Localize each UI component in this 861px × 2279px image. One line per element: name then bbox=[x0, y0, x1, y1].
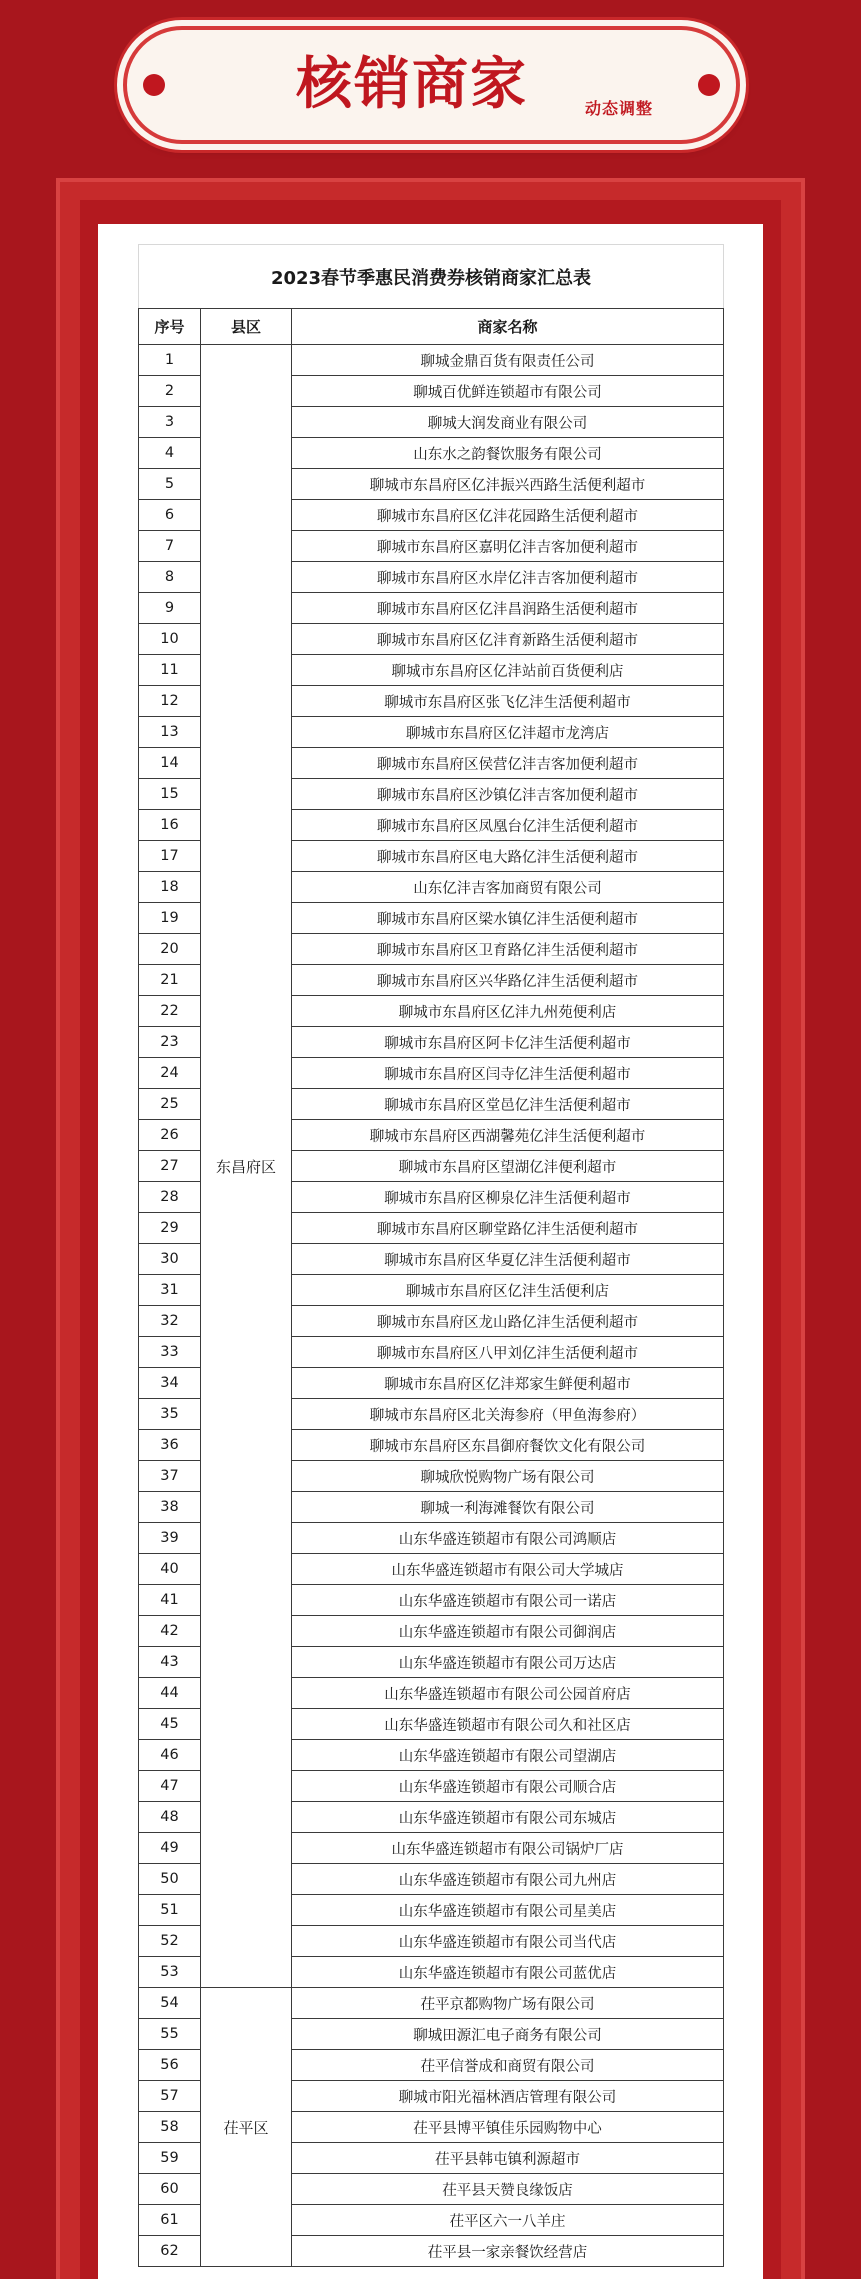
row-seq: 58 bbox=[139, 2112, 201, 2143]
row-merchant-name: 茌平区六一八羊庄 bbox=[292, 2205, 724, 2236]
row-seq: 9 bbox=[139, 593, 201, 624]
row-merchant-name: 聊城市东昌府区嘉明亿沣吉客加便利超市 bbox=[292, 531, 724, 562]
row-merchant-name: 聊城市东昌府区卫育路亿沣生活便利超市 bbox=[292, 934, 724, 965]
row-seq: 62 bbox=[139, 2236, 201, 2267]
row-merchant-name: 聊城市东昌府区梁水镇亿沣生活便利超市 bbox=[292, 903, 724, 934]
row-seq: 26 bbox=[139, 1120, 201, 1151]
row-seq: 18 bbox=[139, 872, 201, 903]
row-merchant-name: 聊城市东昌府区亿沣育新路生活便利超市 bbox=[292, 624, 724, 655]
row-seq: 57 bbox=[139, 2081, 201, 2112]
row-merchant-name: 聊城市东昌府区水岸亿沣吉客加便利超市 bbox=[292, 562, 724, 593]
header-name: 商家名称 bbox=[292, 309, 724, 345]
row-merchant-name: 山东华盛连锁超市有限公司当代店 bbox=[292, 1926, 724, 1957]
row-seq: 32 bbox=[139, 1306, 201, 1337]
row-merchant-name: 聊城金鼎百货有限责任公司 bbox=[292, 345, 724, 376]
merchant-table bbox=[138, 244, 724, 2267]
row-seq: 39 bbox=[139, 1523, 201, 1554]
row-merchant-name: 聊城欣悦购物广场有限公司 bbox=[292, 1461, 724, 1492]
row-seq: 10 bbox=[139, 624, 201, 655]
row-merchant-name: 山东华盛连锁超市有限公司一诺店 bbox=[292, 1585, 724, 1616]
row-merchant-name: 聊城市东昌府区侯营亿沣吉客加便利超市 bbox=[292, 748, 724, 779]
row-seq: 27 bbox=[139, 1151, 201, 1182]
row-merchant-name: 山东华盛连锁超市有限公司万达店 bbox=[292, 1647, 724, 1678]
row-merchant-name: 聊城市东昌府区阿卡亿沣生活便利超市 bbox=[292, 1027, 724, 1058]
row-merchant-name: 聊城一利海滩餐饮有限公司 bbox=[292, 1492, 724, 1523]
row-seq: 61 bbox=[139, 2205, 201, 2236]
row-merchant-name: 聊城百优鲜连锁超市有限公司 bbox=[292, 376, 724, 407]
row-merchant-name: 聊城市东昌府区亿沣站前百货便利店 bbox=[292, 655, 724, 686]
row-seq: 34 bbox=[139, 1368, 201, 1399]
row-seq: 28 bbox=[139, 1182, 201, 1213]
row-seq: 22 bbox=[139, 996, 201, 1027]
row-merchant-name: 茌平县博平镇佳乐园购物中心 bbox=[292, 2112, 724, 2143]
row-merchant-name: 茌平县天赞良缘饭店 bbox=[292, 2174, 724, 2205]
row-merchant-name: 山东华盛连锁超市有限公司鸿顺店 bbox=[292, 1523, 724, 1554]
row-seq: 2 bbox=[139, 376, 201, 407]
row-seq: 45 bbox=[139, 1709, 201, 1740]
row-merchant-name: 聊城市东昌府区亿沣超市龙湾店 bbox=[292, 717, 724, 748]
row-seq: 59 bbox=[139, 2143, 201, 2174]
row-merchant-name: 聊城市东昌府区八甲刘亿沣生活便利超市 bbox=[292, 1337, 724, 1368]
row-seq: 56 bbox=[139, 2050, 201, 2081]
row-seq: 12 bbox=[139, 686, 201, 717]
row-seq: 47 bbox=[139, 1771, 201, 1802]
row-seq: 46 bbox=[139, 1740, 201, 1771]
row-seq: 25 bbox=[139, 1089, 201, 1120]
row-seq: 6 bbox=[139, 500, 201, 531]
row-seq: 24 bbox=[139, 1058, 201, 1089]
row-merchant-name: 聊城市东昌府区亿沣花园路生活便利超市 bbox=[292, 500, 724, 531]
banner-title: 核销商家 bbox=[296, 52, 528, 117]
row-merchant-name: 聊城市东昌府区亿沣昌润路生活便利超市 bbox=[292, 593, 724, 624]
row-merchant-name: 山东华盛连锁超市有限公司望湖店 bbox=[292, 1740, 724, 1771]
row-merchant-name: 山东华盛连锁超市有限公司锅炉厂店 bbox=[292, 1833, 724, 1864]
row-seq: 41 bbox=[139, 1585, 201, 1616]
row-seq: 23 bbox=[139, 1027, 201, 1058]
row-seq: 53 bbox=[139, 1957, 201, 1988]
row-merchant-name: 聊城市东昌府区亿沣九州苑便利店 bbox=[292, 996, 724, 1027]
row-merchant-name: 茌平县韩屯镇利源超市 bbox=[292, 2143, 724, 2174]
table-body bbox=[139, 345, 724, 2267]
row-seq: 43 bbox=[139, 1647, 201, 1678]
row-seq: 21 bbox=[139, 965, 201, 996]
row-merchant-name: 聊城市东昌府区西湖馨苑亿沣生活便利超市 bbox=[292, 1120, 724, 1151]
table-row bbox=[139, 1988, 724, 2019]
row-merchant-name: 茌平京都购物广场有限公司 bbox=[292, 1988, 724, 2019]
row-seq: 7 bbox=[139, 531, 201, 562]
row-merchant-name: 山东华盛连锁超市有限公司东城店 bbox=[292, 1802, 724, 1833]
row-seq: 19 bbox=[139, 903, 201, 934]
row-district: 东昌府区 bbox=[201, 345, 292, 1988]
row-merchant-name: 聊城市东昌府区兴华路亿沣生活便利超市 bbox=[292, 965, 724, 996]
header-banner bbox=[123, 26, 740, 144]
row-merchant-name: 聊城市东昌府区凤凰台亿沣生活便利超市 bbox=[292, 810, 724, 841]
banner-dot-left-icon bbox=[143, 74, 165, 96]
row-seq: 4 bbox=[139, 438, 201, 469]
row-merchant-name: 聊城田源汇电子商务有限公司 bbox=[292, 2019, 724, 2050]
row-merchant-name: 聊城市东昌府区望湖亿沣便利超市 bbox=[292, 1151, 724, 1182]
row-merchant-name: 山东华盛连锁超市有限公司御润店 bbox=[292, 1616, 724, 1647]
row-merchant-name: 聊城大润发商业有限公司 bbox=[292, 407, 724, 438]
row-seq: 1 bbox=[139, 345, 201, 376]
row-seq: 33 bbox=[139, 1337, 201, 1368]
table-title: 2023春节季惠民消费券核销商家汇总表 bbox=[139, 245, 724, 309]
row-district: 茌平区 bbox=[201, 1988, 292, 2267]
row-seq: 38 bbox=[139, 1492, 201, 1523]
row-merchant-name: 山东水之韵餐饮服务有限公司 bbox=[292, 438, 724, 469]
row-seq: 60 bbox=[139, 2174, 201, 2205]
row-merchant-name: 山东华盛连锁超市有限公司公园首府店 bbox=[292, 1678, 724, 1709]
row-seq: 30 bbox=[139, 1244, 201, 1275]
row-seq: 44 bbox=[139, 1678, 201, 1709]
row-seq: 36 bbox=[139, 1430, 201, 1461]
row-seq: 37 bbox=[139, 1461, 201, 1492]
row-seq: 50 bbox=[139, 1864, 201, 1895]
row-seq: 55 bbox=[139, 2019, 201, 2050]
row-seq: 14 bbox=[139, 748, 201, 779]
row-merchant-name: 聊城市东昌府区沙镇亿沣吉客加便利超市 bbox=[292, 779, 724, 810]
row-seq: 29 bbox=[139, 1213, 201, 1244]
header-seq: 序号 bbox=[139, 309, 201, 345]
row-merchant-name: 聊城市东昌府区东昌御府餐饮文化有限公司 bbox=[292, 1430, 724, 1461]
row-merchant-name: 山东华盛连锁超市有限公司大学城店 bbox=[292, 1554, 724, 1585]
row-seq: 20 bbox=[139, 934, 201, 965]
row-seq: 16 bbox=[139, 810, 201, 841]
row-seq: 31 bbox=[139, 1275, 201, 1306]
row-seq: 17 bbox=[139, 841, 201, 872]
row-merchant-name: 聊城市东昌府区华夏亿沣生活便利超市 bbox=[292, 1244, 724, 1275]
row-seq: 3 bbox=[139, 407, 201, 438]
row-seq: 5 bbox=[139, 469, 201, 500]
row-merchant-name: 茌平县一家亲餐饮经营店 bbox=[292, 2236, 724, 2267]
row-merchant-name: 山东华盛连锁超市有限公司久和社区店 bbox=[292, 1709, 724, 1740]
banner-dot-right-icon bbox=[698, 74, 720, 96]
row-merchant-name: 山东华盛连锁超市有限公司九州店 bbox=[292, 1864, 724, 1895]
row-merchant-name: 茌平信誉成和商贸有限公司 bbox=[292, 2050, 724, 2081]
row-merchant-name: 聊城市东昌府区堂邑亿沣生活便利超市 bbox=[292, 1089, 724, 1120]
row-merchant-name: 聊城市东昌府区电大路亿沣生活便利超市 bbox=[292, 841, 724, 872]
row-seq: 49 bbox=[139, 1833, 201, 1864]
row-merchant-name: 聊城市东昌府区闫寺亿沣生活便利超市 bbox=[292, 1058, 724, 1089]
row-seq: 40 bbox=[139, 1554, 201, 1585]
row-seq: 42 bbox=[139, 1616, 201, 1647]
row-merchant-name: 聊城市东昌府区柳泉亿沣生活便利超市 bbox=[292, 1182, 724, 1213]
row-merchant-name: 山东亿沣吉客加商贸有限公司 bbox=[292, 872, 724, 903]
row-merchant-name: 聊城市东昌府区北关海参府（甲鱼海参府） bbox=[292, 1399, 724, 1430]
row-merchant-name: 山东华盛连锁超市有限公司顺合店 bbox=[292, 1771, 724, 1802]
row-seq: 51 bbox=[139, 1895, 201, 1926]
header-district: 县区 bbox=[201, 309, 292, 345]
row-seq: 11 bbox=[139, 655, 201, 686]
row-seq: 54 bbox=[139, 1988, 201, 2019]
row-merchant-name: 聊城市东昌府区亿沣振兴西路生活便利超市 bbox=[292, 469, 724, 500]
row-seq: 52 bbox=[139, 1926, 201, 1957]
row-merchant-name: 聊城市东昌府区亿沣郑家生鲜便利超市 bbox=[292, 1368, 724, 1399]
row-merchant-name: 聊城市阳光福林酒店管理有限公司 bbox=[292, 2081, 724, 2112]
row-merchant-name: 聊城市东昌府区张飞亿沣生活便利超市 bbox=[292, 686, 724, 717]
row-merchant-name: 山东华盛连锁超市有限公司蓝优店 bbox=[292, 1957, 724, 1988]
row-merchant-name: 聊城市东昌府区聊堂路亿沣生活便利超市 bbox=[292, 1213, 724, 1244]
row-seq: 15 bbox=[139, 779, 201, 810]
row-seq: 13 bbox=[139, 717, 201, 748]
row-seq: 8 bbox=[139, 562, 201, 593]
row-merchant-name: 聊城市东昌府区龙山路亿沣生活便利超市 bbox=[292, 1306, 724, 1337]
row-seq: 48 bbox=[139, 1802, 201, 1833]
banner-subtitle: 动态调整 bbox=[585, 99, 654, 118]
row-seq: 35 bbox=[139, 1399, 201, 1430]
row-merchant-name: 聊城市东昌府区亿沣生活便利店 bbox=[292, 1275, 724, 1306]
table-row bbox=[139, 345, 724, 376]
row-merchant-name: 山东华盛连锁超市有限公司星美店 bbox=[292, 1895, 724, 1926]
